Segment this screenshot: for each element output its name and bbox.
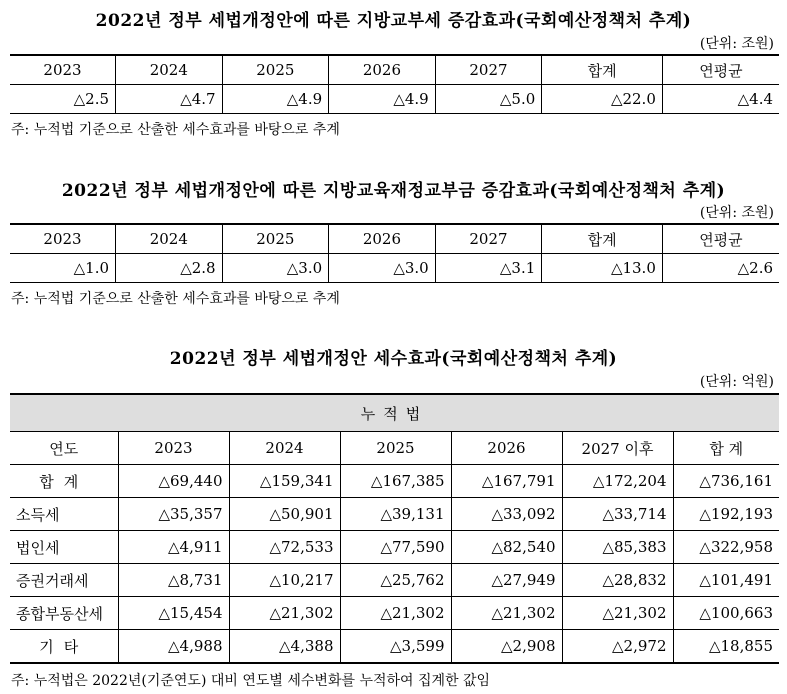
table-cell: △82,540 <box>451 531 562 564</box>
table-cell: △33,092 <box>451 498 562 531</box>
table1-title: 2022년 정부 세법개정안에 따른 지방교부세 증감효과(국회예산정책처 추계) <box>95 11 692 31</box>
table2-value-cell: △1.0 <box>10 254 116 283</box>
table-cell: △25,762 <box>340 564 451 597</box>
table3-band-label: 누적법 <box>10 394 779 432</box>
table2 <box>10 223 779 283</box>
table-cell: △33,714 <box>562 498 673 531</box>
table-cell: △2,972 <box>562 630 673 664</box>
table-cell: △3,599 <box>340 630 451 664</box>
table-row <box>10 597 779 630</box>
table1 <box>10 54 779 114</box>
table-cell: △172,204 <box>562 465 673 498</box>
table1-value-cell: △5.0 <box>435 85 542 114</box>
table-cell: △85,383 <box>562 531 673 564</box>
table2-value-cell: △2.8 <box>116 254 223 283</box>
table-cell: △101,491 <box>673 564 779 597</box>
table-cell: △159,341 <box>229 465 340 498</box>
table2-header-cell: 2027 <box>435 224 542 254</box>
table-cell: △100,663 <box>673 597 779 630</box>
table-cell: △15,454 <box>118 597 229 630</box>
table2-value-cell: △2.6 <box>737 259 773 277</box>
table2-value-cell: △3.0 <box>222 254 329 283</box>
table-cell: △192,193 <box>673 498 779 531</box>
table-cell: △35,357 <box>118 498 229 531</box>
table3 <box>10 393 779 664</box>
table1-header-cell: 2024 <box>116 55 223 85</box>
row-label: 소득세 <box>10 498 118 531</box>
table-cell: △18,855 <box>673 630 779 664</box>
table2-header-cell: 합계 <box>542 224 663 254</box>
table1-header-cell: 2027 <box>435 55 542 85</box>
table3-header-cell: 합 계 <box>673 432 779 465</box>
table-cell: △21,302 <box>229 597 340 630</box>
table3-title: 2022년 정부 세법개정안 세수효과(국회예산정책처 추계) <box>169 349 618 369</box>
table-cell: △4,388 <box>229 630 340 664</box>
table-cell: △72,533 <box>229 531 340 564</box>
table3-note: 주: 누적법은 2022년(기준연도) 대비 연도별 세수변화를 누적하여 집계한 값임 <box>11 673 491 689</box>
table-row <box>10 564 779 597</box>
row-label: 종합부동산세 <box>10 597 118 630</box>
table2-value-cell: △3.0 <box>329 254 436 283</box>
table3-band-row <box>10 394 779 432</box>
table-cell: △8,731 <box>118 564 229 597</box>
table-cell: △10,217 <box>229 564 340 597</box>
table1-header-cell: 2023 <box>10 55 116 85</box>
table3-header-cell: 연도 <box>10 432 118 465</box>
table-cell: △39,131 <box>340 498 451 531</box>
table1-value-cell: △4.9 <box>329 85 436 114</box>
table2-value-cell: △13.0 <box>542 254 663 283</box>
table3-header-cell: 2025 <box>340 432 451 465</box>
table2-value-row <box>10 254 779 283</box>
table-cell: △4,988 <box>118 630 229 664</box>
table-cell: △28,832 <box>562 564 673 597</box>
table-cell: △167,791 <box>451 465 562 498</box>
table1-unit: (단위: 조원) <box>699 36 774 52</box>
table2-header-cell: 2026 <box>329 224 436 254</box>
row-label: 법인세 <box>10 531 118 564</box>
table2-value-cell: △3.1 <box>435 254 542 283</box>
table2-unit: (단위: 조원) <box>699 205 774 221</box>
table-cell: △322,958 <box>673 531 779 564</box>
table3-header-cell: 2023 <box>118 432 229 465</box>
table1-header-cell: 2026 <box>329 55 436 85</box>
table1-header-cell: 합계 <box>542 55 663 85</box>
table3-header-cell: 2026 <box>451 432 562 465</box>
table-cell: △2,908 <box>451 630 562 664</box>
table-row <box>10 498 779 531</box>
table3-header-cell: 2024 <box>229 432 340 465</box>
table-cell: △77,590 <box>340 531 451 564</box>
table1-header-cell: 연평균 <box>662 55 779 85</box>
table-cell: △21,302 <box>562 597 673 630</box>
table1-note: 주: 누적법 기준으로 산출한 세수효과를 바탕으로 추계 <box>11 122 340 138</box>
table2-header-cell: 2024 <box>116 224 223 254</box>
table-cell: △21,302 <box>340 597 451 630</box>
table1-header-row <box>10 55 779 85</box>
table1-header-cell: 2025 <box>222 55 329 85</box>
table1-value-cell: △4.4 <box>737 90 773 108</box>
table-row <box>10 630 779 664</box>
row-label: 기타 <box>10 630 118 664</box>
table-cell: △21,302 <box>451 597 562 630</box>
table2-note: 주: 누적법 기준으로 산출한 세수효과를 바탕으로 추계 <box>11 291 340 307</box>
table1-value-cell: △4.7 <box>116 85 223 114</box>
row-label: 합계 <box>10 465 118 498</box>
table1-value-cell: △22.0 <box>542 85 663 114</box>
table-row <box>10 531 779 564</box>
table-cell: △4,911 <box>118 531 229 564</box>
table3-unit: (단위: 억원) <box>699 374 774 390</box>
table3-header-cell: 2027 이후 <box>562 432 673 465</box>
table-cell: △50,901 <box>229 498 340 531</box>
table1-value-row <box>10 85 779 114</box>
table-cell: △736,161 <box>673 465 779 498</box>
row-label: 증권거래세 <box>10 564 118 597</box>
table-cell: △69,440 <box>118 465 229 498</box>
table1-value-cell: △2.5 <box>10 85 116 114</box>
table2-header-row <box>10 224 779 254</box>
table-cell: △27,949 <box>451 564 562 597</box>
table2-header-cell: 연평균 <box>662 224 779 254</box>
table2-header-cell: 2023 <box>10 224 116 254</box>
table2-header-cell: 2025 <box>222 224 329 254</box>
table-row <box>10 465 779 498</box>
table2-title: 2022년 정부 세법개정안에 따른 지방교육재정교부금 증감효과(국회예산정책처 추계) <box>61 181 726 201</box>
table3-header-row <box>10 432 779 465</box>
table-cell: △167,385 <box>340 465 451 498</box>
table1-value-cell: △4.9 <box>222 85 329 114</box>
